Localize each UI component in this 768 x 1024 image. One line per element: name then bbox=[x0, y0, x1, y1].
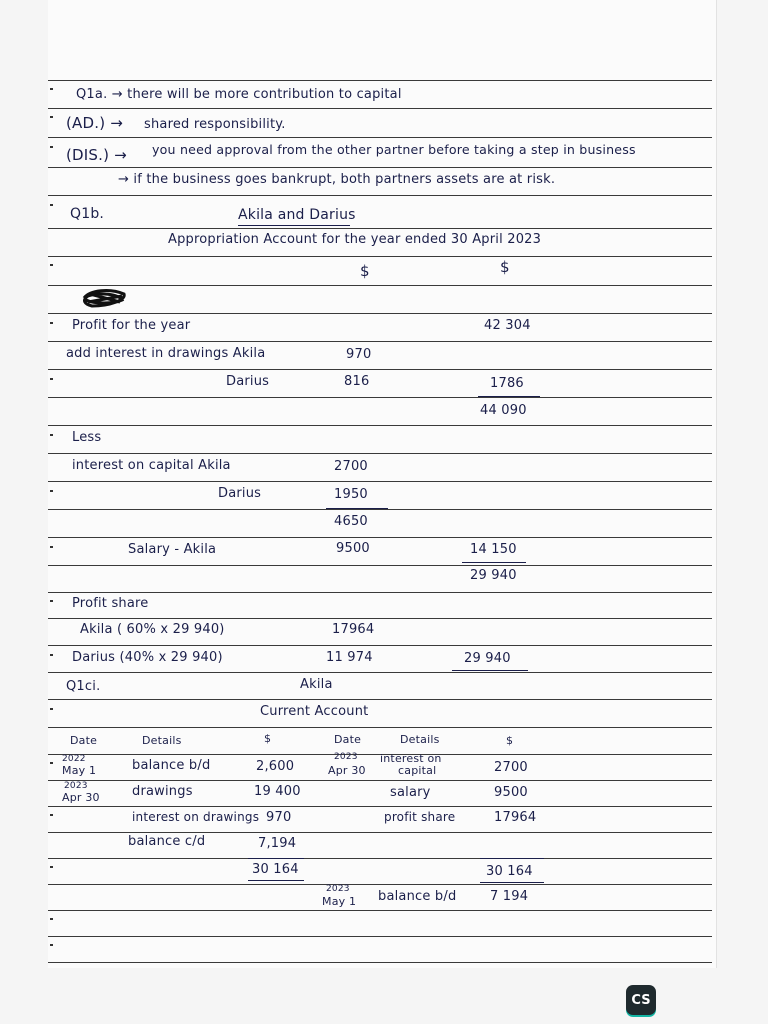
left-row-3-amount: 970 bbox=[266, 810, 292, 825]
ruled-line bbox=[48, 481, 712, 482]
margin-dot bbox=[50, 654, 53, 656]
right-row-1-details: interest on bbox=[380, 752, 442, 765]
ruled-line bbox=[48, 806, 712, 807]
header-amount-right: $ bbox=[506, 734, 514, 747]
margin-dot bbox=[50, 146, 53, 148]
total-left-top-line bbox=[248, 858, 304, 859]
margin-dot bbox=[50, 116, 53, 118]
add-interest-total: 1786 bbox=[490, 376, 524, 391]
disadvantage-label: (DIS.) → bbox=[66, 146, 127, 164]
ruled-line bbox=[48, 936, 712, 937]
add-interest-darius-label: Darius bbox=[226, 374, 270, 389]
left-row-1-amount: 2,600 bbox=[256, 759, 295, 774]
right-row-1-date: Apr 30 bbox=[328, 764, 366, 777]
ruled-line bbox=[48, 672, 712, 673]
left-row-4-amount: 7,194 bbox=[258, 836, 297, 851]
disadvantage-text-2: → if the business goes bankrupt, both partners assets are at risk. bbox=[118, 172, 556, 187]
total-right-bottom-line bbox=[480, 882, 544, 883]
margin-dot bbox=[50, 490, 53, 492]
profit-share-darius: 11 974 bbox=[326, 650, 373, 665]
column-1-dollar: $ bbox=[360, 262, 370, 280]
margin-dot bbox=[50, 600, 53, 602]
margin-dot bbox=[50, 866, 53, 868]
subtotal-2: 29 940 bbox=[470, 568, 517, 583]
margin-dot bbox=[50, 762, 53, 764]
left-row-1-details: balance b/d bbox=[132, 758, 211, 773]
interest-capital-label: interest on capital Akila bbox=[72, 458, 231, 473]
appropriation-heading: Appropriation Account for the year ended 30 April 2023 bbox=[168, 232, 542, 247]
margin-dot bbox=[50, 264, 53, 266]
margin-dot bbox=[50, 378, 53, 380]
q1a-line: Q1a. → there will be more contribution to capital bbox=[76, 87, 402, 102]
salary-value: 9500 bbox=[336, 541, 370, 556]
advantage-text: shared responsibility. bbox=[144, 117, 286, 132]
margin-dot bbox=[50, 944, 53, 946]
total-left-bottom-line bbox=[248, 880, 304, 881]
add-interest-akila: 970 bbox=[346, 347, 372, 362]
profit-share-akila-label: Akila ( 60% x 29 940) bbox=[80, 622, 225, 637]
ruled-line bbox=[48, 137, 712, 138]
profit-value: 42 304 bbox=[484, 318, 531, 333]
ruled-line bbox=[48, 80, 712, 81]
left-row-1-year: 2022 bbox=[62, 754, 86, 764]
profit-share-total: 29 940 bbox=[464, 651, 511, 666]
q1b-label: Q1b. bbox=[70, 206, 105, 222]
right-row-3-details: profit share bbox=[384, 810, 456, 824]
left-row-2-year: 2023 bbox=[64, 781, 88, 791]
crossed-out-scribble bbox=[80, 288, 128, 310]
ruled-line bbox=[48, 195, 712, 196]
salary-total: 14 150 bbox=[470, 542, 517, 557]
right-row-1-details-2: capital bbox=[398, 764, 437, 777]
ruled-line bbox=[48, 780, 712, 781]
ruled-line bbox=[48, 858, 712, 859]
interest-capital-darius: 1950 bbox=[334, 487, 368, 502]
logo-text: CS bbox=[631, 992, 651, 1008]
balance-bd-year: 2023 bbox=[326, 884, 350, 894]
right-row-2-amount: 9500 bbox=[494, 785, 528, 800]
advantage-label: (AD.) → bbox=[66, 114, 124, 132]
margin-dot bbox=[50, 546, 53, 548]
ruled-line bbox=[48, 645, 712, 646]
header-date-left: Date bbox=[70, 734, 98, 747]
balance-bd-details: balance b/d bbox=[378, 889, 457, 904]
left-row-3-details: interest on drawings bbox=[132, 810, 260, 824]
interest-capital-underline bbox=[326, 508, 388, 509]
ruled-line bbox=[48, 397, 712, 398]
disadvantage-text-1: you need approval from the other partner before taking a step in business bbox=[152, 142, 636, 157]
current-account-owner: Akila bbox=[300, 677, 333, 692]
profit-share-label: Profit share bbox=[72, 596, 149, 611]
subtotal-underline bbox=[478, 396, 540, 397]
left-row-1-date: May 1 bbox=[62, 764, 97, 777]
header-date-right: Date bbox=[334, 733, 362, 746]
ruled-line bbox=[48, 167, 712, 168]
margin-dot bbox=[50, 708, 53, 710]
balance-bd-amount: 7 194 bbox=[490, 889, 529, 904]
profit-share-darius-label: Darius (40% x 29 940) bbox=[72, 650, 223, 665]
right-row-1-amount: 2700 bbox=[494, 760, 528, 775]
profit-label: Profit for the year bbox=[72, 318, 191, 333]
interest-capital-darius-label: Darius bbox=[218, 486, 262, 501]
margin-dot bbox=[50, 322, 53, 324]
ruled-line bbox=[48, 832, 712, 833]
add-interest-darius: 816 bbox=[344, 374, 370, 389]
margin-dot bbox=[50, 434, 53, 436]
ruled-line bbox=[48, 341, 712, 342]
ruled-line bbox=[48, 618, 712, 619]
interest-capital-total: 4650 bbox=[334, 514, 368, 529]
ruled-line bbox=[48, 108, 712, 109]
ruled-line bbox=[48, 699, 712, 700]
add-interest-label: add interest in drawings Akila bbox=[66, 346, 266, 361]
ruled-line bbox=[48, 884, 712, 885]
column-2-dollar: $ bbox=[500, 258, 510, 276]
ruled-line bbox=[48, 962, 712, 963]
left-row-4-details: balance c/d bbox=[128, 834, 206, 849]
right-row-1-year: 2023 bbox=[334, 752, 358, 762]
balance-bd-date: May 1 bbox=[322, 895, 357, 908]
left-row-2-details: drawings bbox=[132, 784, 193, 799]
ruled-line bbox=[48, 537, 712, 538]
ruled-line bbox=[48, 313, 712, 314]
business-name: Akila and Darius bbox=[238, 207, 356, 223]
subtotal-1: 44 090 bbox=[480, 403, 527, 418]
right-row-3-amount: 17964 bbox=[494, 810, 537, 825]
margin-dot bbox=[50, 204, 53, 206]
total-right-top-line bbox=[480, 858, 544, 859]
profit-share-akila: 17964 bbox=[332, 622, 375, 637]
ruled-line bbox=[48, 369, 712, 370]
left-row-2-date: Apr 30 bbox=[62, 791, 100, 804]
less-label: Less bbox=[72, 430, 102, 445]
header-details-right: Details bbox=[400, 733, 440, 746]
interest-capital-akila: 2700 bbox=[334, 459, 368, 474]
q1ci-label: Q1ci. bbox=[66, 679, 101, 694]
ruled-line bbox=[48, 565, 712, 566]
ruled-line bbox=[48, 509, 712, 510]
ruled-line bbox=[48, 228, 712, 229]
ruled-line bbox=[48, 453, 712, 454]
left-row-2-amount: 19 400 bbox=[254, 784, 301, 799]
header-details-left: Details bbox=[142, 734, 182, 747]
profit-share-underline bbox=[452, 670, 528, 671]
ruled-line bbox=[48, 425, 712, 426]
margin-dot bbox=[50, 88, 53, 90]
margin-dot bbox=[50, 814, 53, 816]
salary-label: Salary - Akila bbox=[128, 542, 217, 557]
total-left: 30 164 bbox=[252, 862, 299, 877]
camscanner-logo bbox=[626, 985, 656, 1015]
right-row-2-details: salary bbox=[390, 785, 431, 800]
ruled-line bbox=[48, 592, 712, 593]
current-account-heading: Current Account bbox=[260, 704, 369, 719]
ruled-line bbox=[48, 727, 712, 728]
business-underline bbox=[238, 225, 350, 226]
header-amount-left: $ bbox=[264, 732, 272, 745]
ruled-line bbox=[48, 910, 712, 911]
total-right: 30 164 bbox=[486, 864, 533, 879]
ruled-line bbox=[48, 256, 712, 257]
ruled-line bbox=[48, 285, 712, 286]
margin-dot bbox=[50, 918, 53, 920]
subtotal-2-underline bbox=[462, 562, 526, 563]
